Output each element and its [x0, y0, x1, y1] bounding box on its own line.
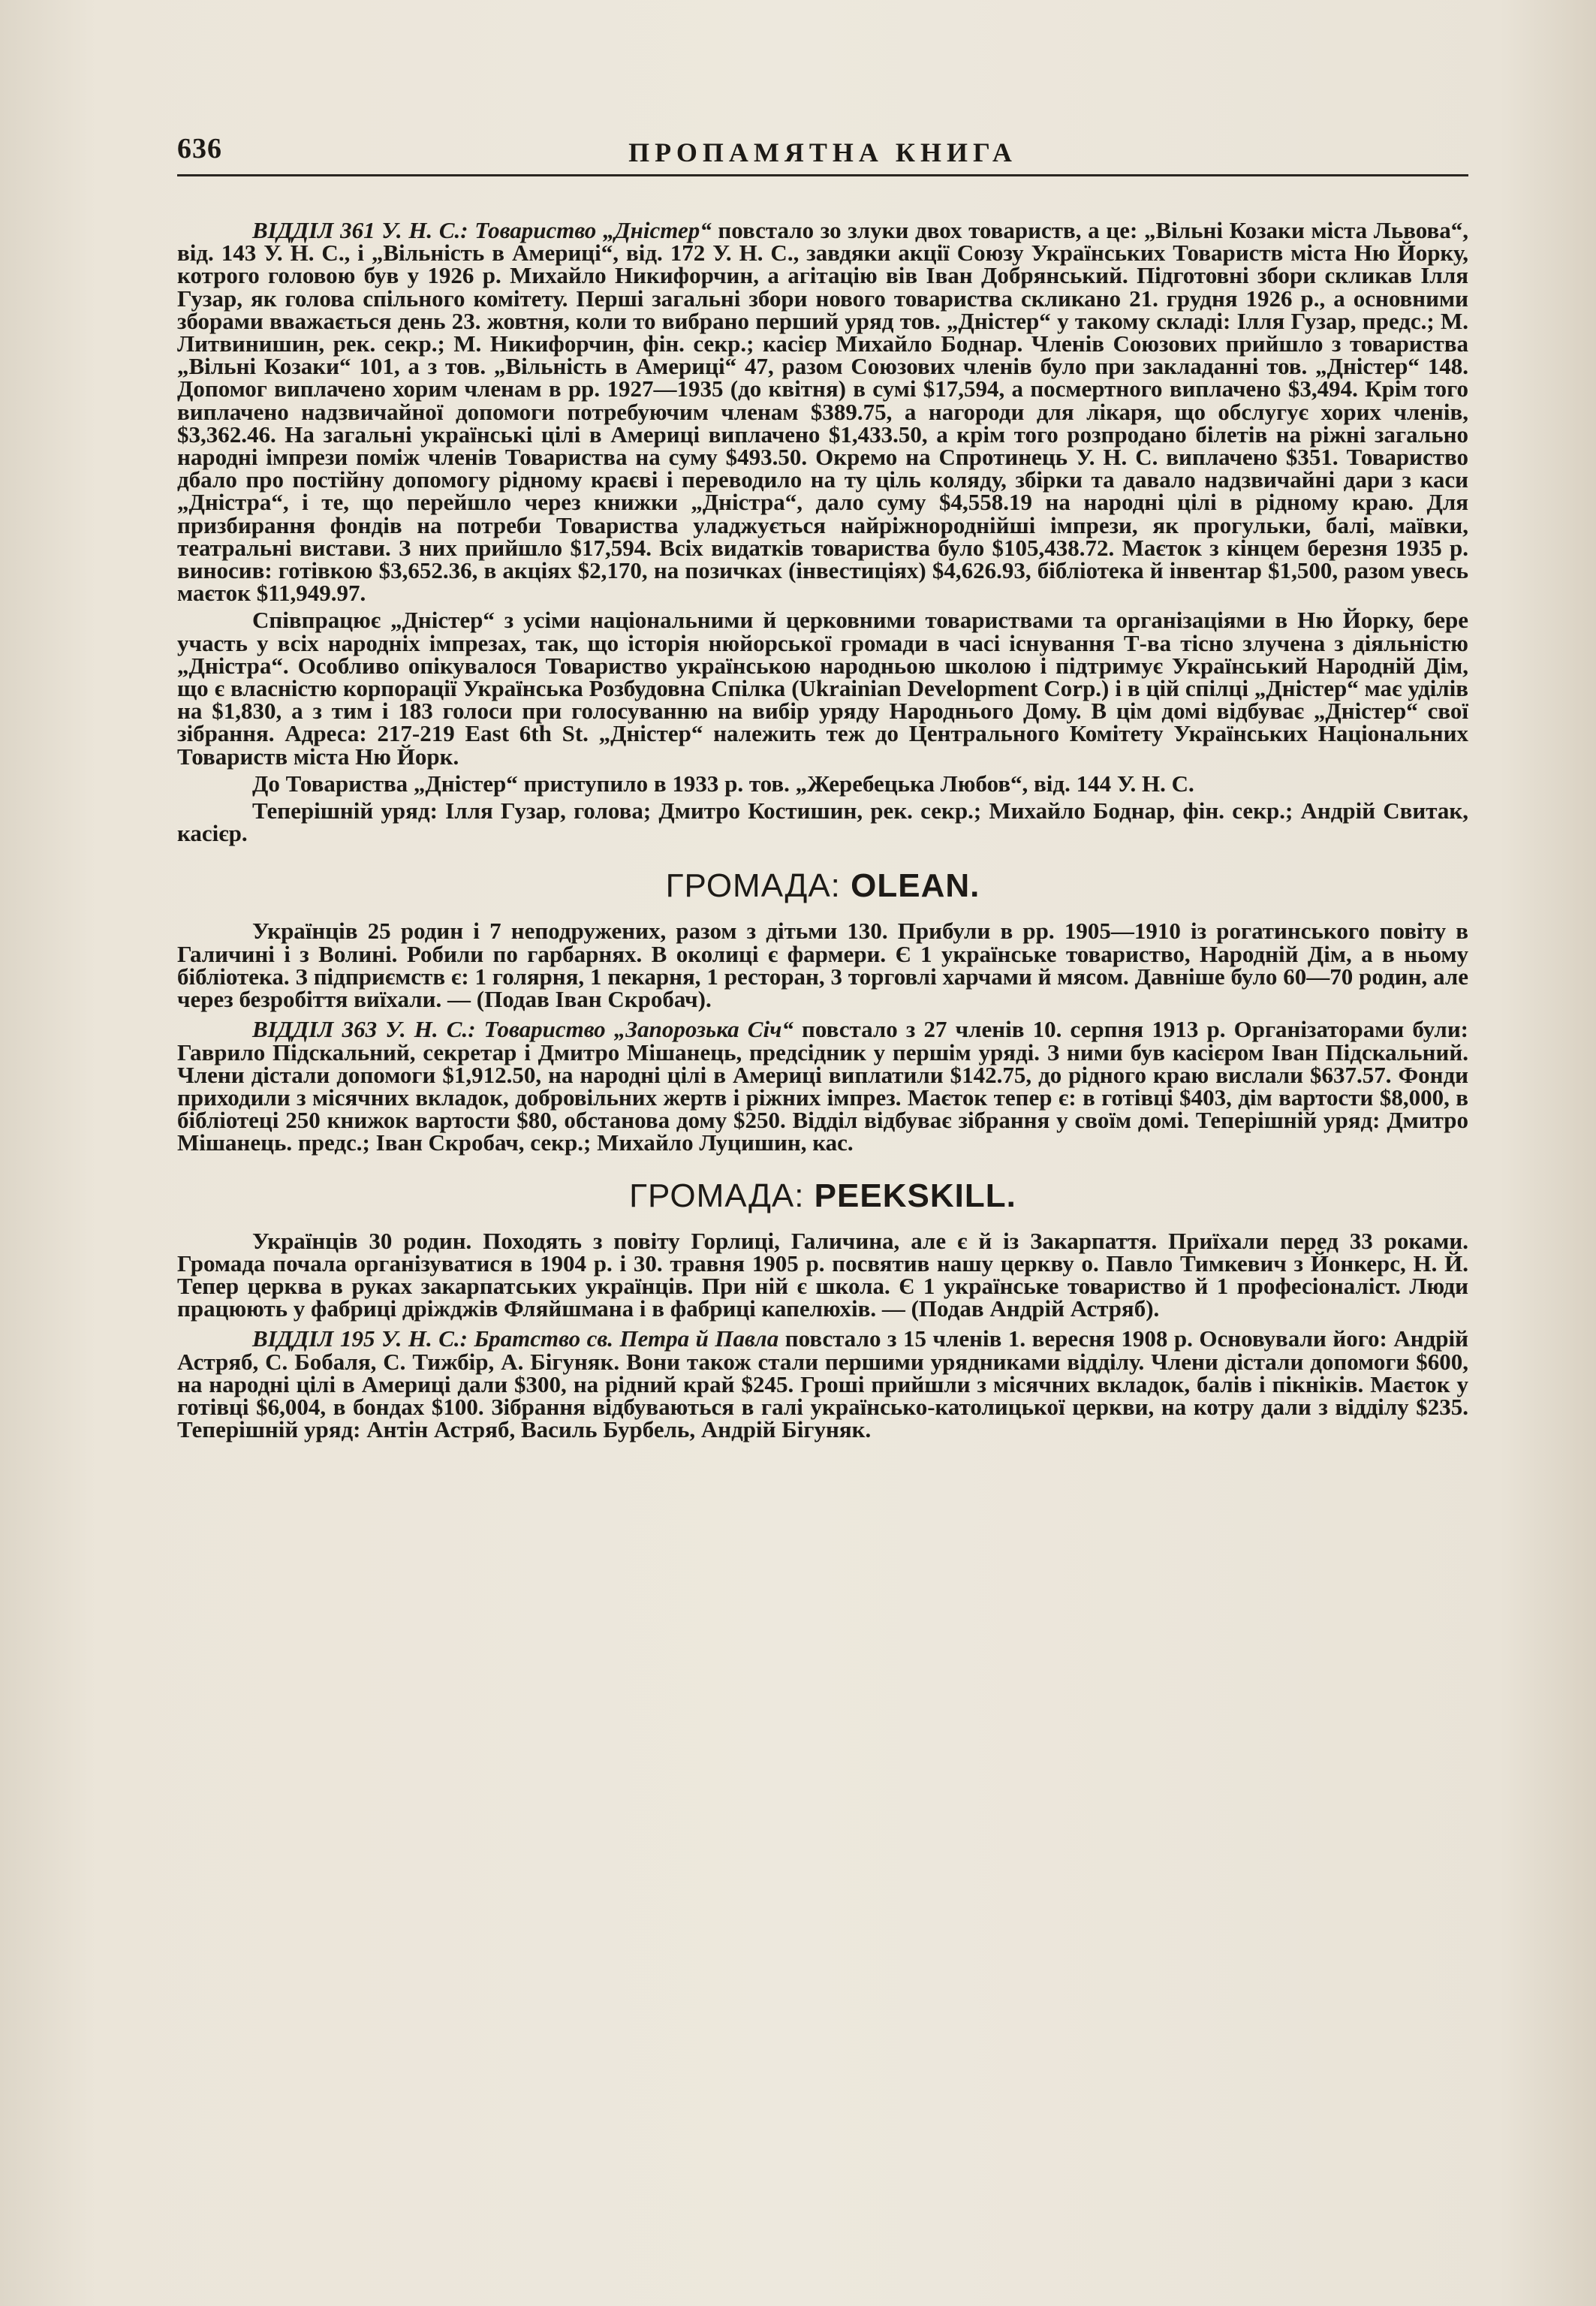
paragraph [177, 920, 1468, 1011]
paragraph [177, 797, 1468, 847]
page-header [177, 129, 1468, 176]
paragraph [177, 1227, 1468, 1322]
paragraph-text: повстало з 15 членів 1. вересня 1908 р. Основували його: Андрій Астряб, С. Бобаля, С. Тижбір, А. Бігуняк. Вони також стали першими урядниками відділу. Члени дістали допомоги $600, на народні цілі в Америці дали $300, на рідний край $245. Гроші прийшли з місячних вкладок, балів і пікніків. Маєток у готівці $6,004, в бондах $100. Зібрання відбуваються в галі українсько-католицької церкви, на котру дали з відділу $235. Теперішній уряд: Антін Астряб, Василь Бурбель, Андрій Бігуняк. [177, 1325, 1468, 1443]
running-title: ПРОПАМЯТНА КНИГА [628, 137, 1017, 167]
page-content [177, 219, 1468, 1445]
paragraph-text: Українців 25 родин і 7 неподружених, разом з дітьми 130. Прибули в рр. 1905—1910 із рогатинського повіту в Галичині і з Волині. Робили по гарбарнях. В околиці є фармери. Є 1 українське товариство, Народній Дім, а в ньому бібліотека. З підприємств є: 1 голярня, 1 пекарня, 1 ресторан, 3 торговлі харчами й мясом. Давніше було 60—70 родин, але через безробіття виїхали. — (Подав Іван Скробач). [177, 918, 1468, 1013]
paragraph [177, 1325, 1468, 1443]
paragraph [177, 607, 1468, 770]
section-title-peekskill [177, 1177, 1468, 1215]
paragraph [177, 770, 1468, 797]
paragraph-text: Співпрацює „Дністер“ з усіми національними й церковними товариствами та організаціями в Ню Йорку, бере участь у всіх народніх імпрезах, так, що історія нюйорської громади в часі існування Т-ва тісно злучена з діяльністю „Дністра“. Особливо опікувалося Товариство українською народньою школою і підтримує Український Народній Дім, що є власністю корпорації Українська Розбудовна Спілка (Ukrainian Development Corp.) і в цій спілці „Дністер“ має уділів на $1,830, а з тим і 183 голоси при голосуванню на вибір уряду Народнього Дому. В цім домі відбуває „Дністер“ свої зібрання. Адреса: 217-219 East 6th St. „Дністер“ належить теж до Центрального Комітету Українських Національних Товариств міста Ню Йорк. [177, 607, 1468, 770]
paragraph [177, 1018, 1468, 1154]
section-title-place: OLEAN. [851, 867, 980, 905]
paragraph [177, 217, 1468, 607]
paragraph-text: Українців 30 родин. Походять з повіту Горлиці, Галичина, але є й із Закарпаття. Приїхали перед 33 роками. Громада почала організуватися в 1904 р. і 30. травня 1905 р. посвятив нашу церкву о. Павло Тимкевич з Йонкерс, Н. Й. Тепер церква в руках закарпатських українців. При ній є школа. Є 1 українське товариство й 1 професіоналіст. Люди працюють у фабриці дріжджів Фляйшмана і в фабриці капелюхів. — (Подав Андрій Астряб). [177, 1227, 1468, 1322]
section-title-prefix: ГРОМАДА: [665, 867, 851, 905]
paragraph-text: повстало зо злуки двох товариств, а це: „Вільні Козаки міста Львова“, від. 143 У. Н. С., і „Вільність в Америці“, від. 172 У. Н. С., завдяки акції Союзу Українських Товариств міста Ню Йорку, котрого головою був у 1926 р. Михайло Никифорчин, а агітацію вів Іван Добрянський. Підготовні збори скликав Ілля Гузар, як голова спільного комітету. Перші загальні збори нового товариства скликано 21. грудня 1926 р., а основними зборами вважається день 23. жовтня, коли то вибрано перший уряд тов. „Дністер“ у такому складі: Ілля Гузар, предс.; М. Литвинишин, рек. секр.; М. Никифорчин, фін. секр.; касієр Михайло Боднар. Членів Союзових прийшло з товариства „Вільні Козаки“ 101, а з тов. „Вільність в Америці“ 47, разом Союзових членів було при закладанні тов. „Дністер“ 148. Допомог виплачено хорим членам в рр. 1927—1935 (до квітня) в сумі $17,594, а посмертного виплачено $3,494. Крім того виплачено надзвичайної допомоги потребуючим членам $389.75, а нагороди для лікаря, що обслугує хорих членів, $3,362.46. На загальні українські цілі в Америці виплачено $1,433.50, а крім того розпродано білетів на ріжні загально народні імпрези поміж членів Товариства на суму $493.50. Окремо на Спротинець У. Н. С. виплачено $351. Товариство дбало про постійну допомогу рідному краєві і переводило на ту ціль коляду, збірки та давало надзвичайні дари з каси „Дністра“, і те, що перейшло через книжки „Дністра“, дало суму $4,558.19 на народні цілі в рідному краю. Для призбирання фондів на потреби Товариства уладжується найріжнороднійші імпрези, як прогульки, балі, маївки, театральні вистави. З них прийшло $17,594. Всіх видатків товариства було $105,438.72. Маєток з кінцем березня 1935 р. виносив: готівкою $3,652.36, в акціях $2,170, на позичках (інвестиціях) $4,626.93, бібліотека й інвентар $1,500, разом увесь маєток $11,949.97. [177, 217, 1468, 607]
paragraph-lead: ВІДДІЛ 363 У. Н. С.: Товариство „Запорозька Січ“ [252, 1016, 793, 1043]
section-title-prefix: ГРОМАДА: [629, 1177, 815, 1214]
paragraph-lead: ВІДДІЛ 361 У. Н. С.: Товариство „Дністер“ [252, 217, 712, 243]
section-title-place: PEEKSKILL. [814, 1177, 1016, 1214]
section-title-olean [177, 867, 1468, 905]
page-number: 636 [177, 133, 222, 164]
paragraph-text: Теперішній уряд: Ілля Гузар, голова; Дмитро Костишин, рек. секр.; Михайло Боднар, фін. секр.; Андрій Свитак, касієр. [177, 797, 1468, 847]
paragraph-lead: ВІДДІЛ 195 У. Н. С.: Братство св. Петра й Павла [252, 1325, 779, 1352]
paragraph-text: До Товариства „Дністер“ приступило в 1933 р. тов. „Жеребецька Любов“, від. 144 У. Н. С. [252, 770, 1194, 797]
paragraph-text: повстало з 27 членів 10. серпня 1913 р. Організаторами були: Гаврило Підскальний, секретар і Дмитро Мішанець, предсідник у першім уряді. З ними був касієром Іван Підскальний. Члени дістали допомоги $1,912.50, на народні цілі в Америці виплатили $142.75, до рідного краю вислали $637.57. Фонди приходили з місячних вкладок, добровільних жертв і ріжних імпрез. Маєток тепер є: в готівці $403, дім вартости $8,000, в бібліотеці 250 книжок вартости $80, обстанова дому $250. Відділ відбуває зібрання у своїм домі. Теперішній уряд: Дмитро Мішанець. предс.; Іван Скробач, секр.; Михайло Луцишин, кас. [177, 1016, 1468, 1156]
